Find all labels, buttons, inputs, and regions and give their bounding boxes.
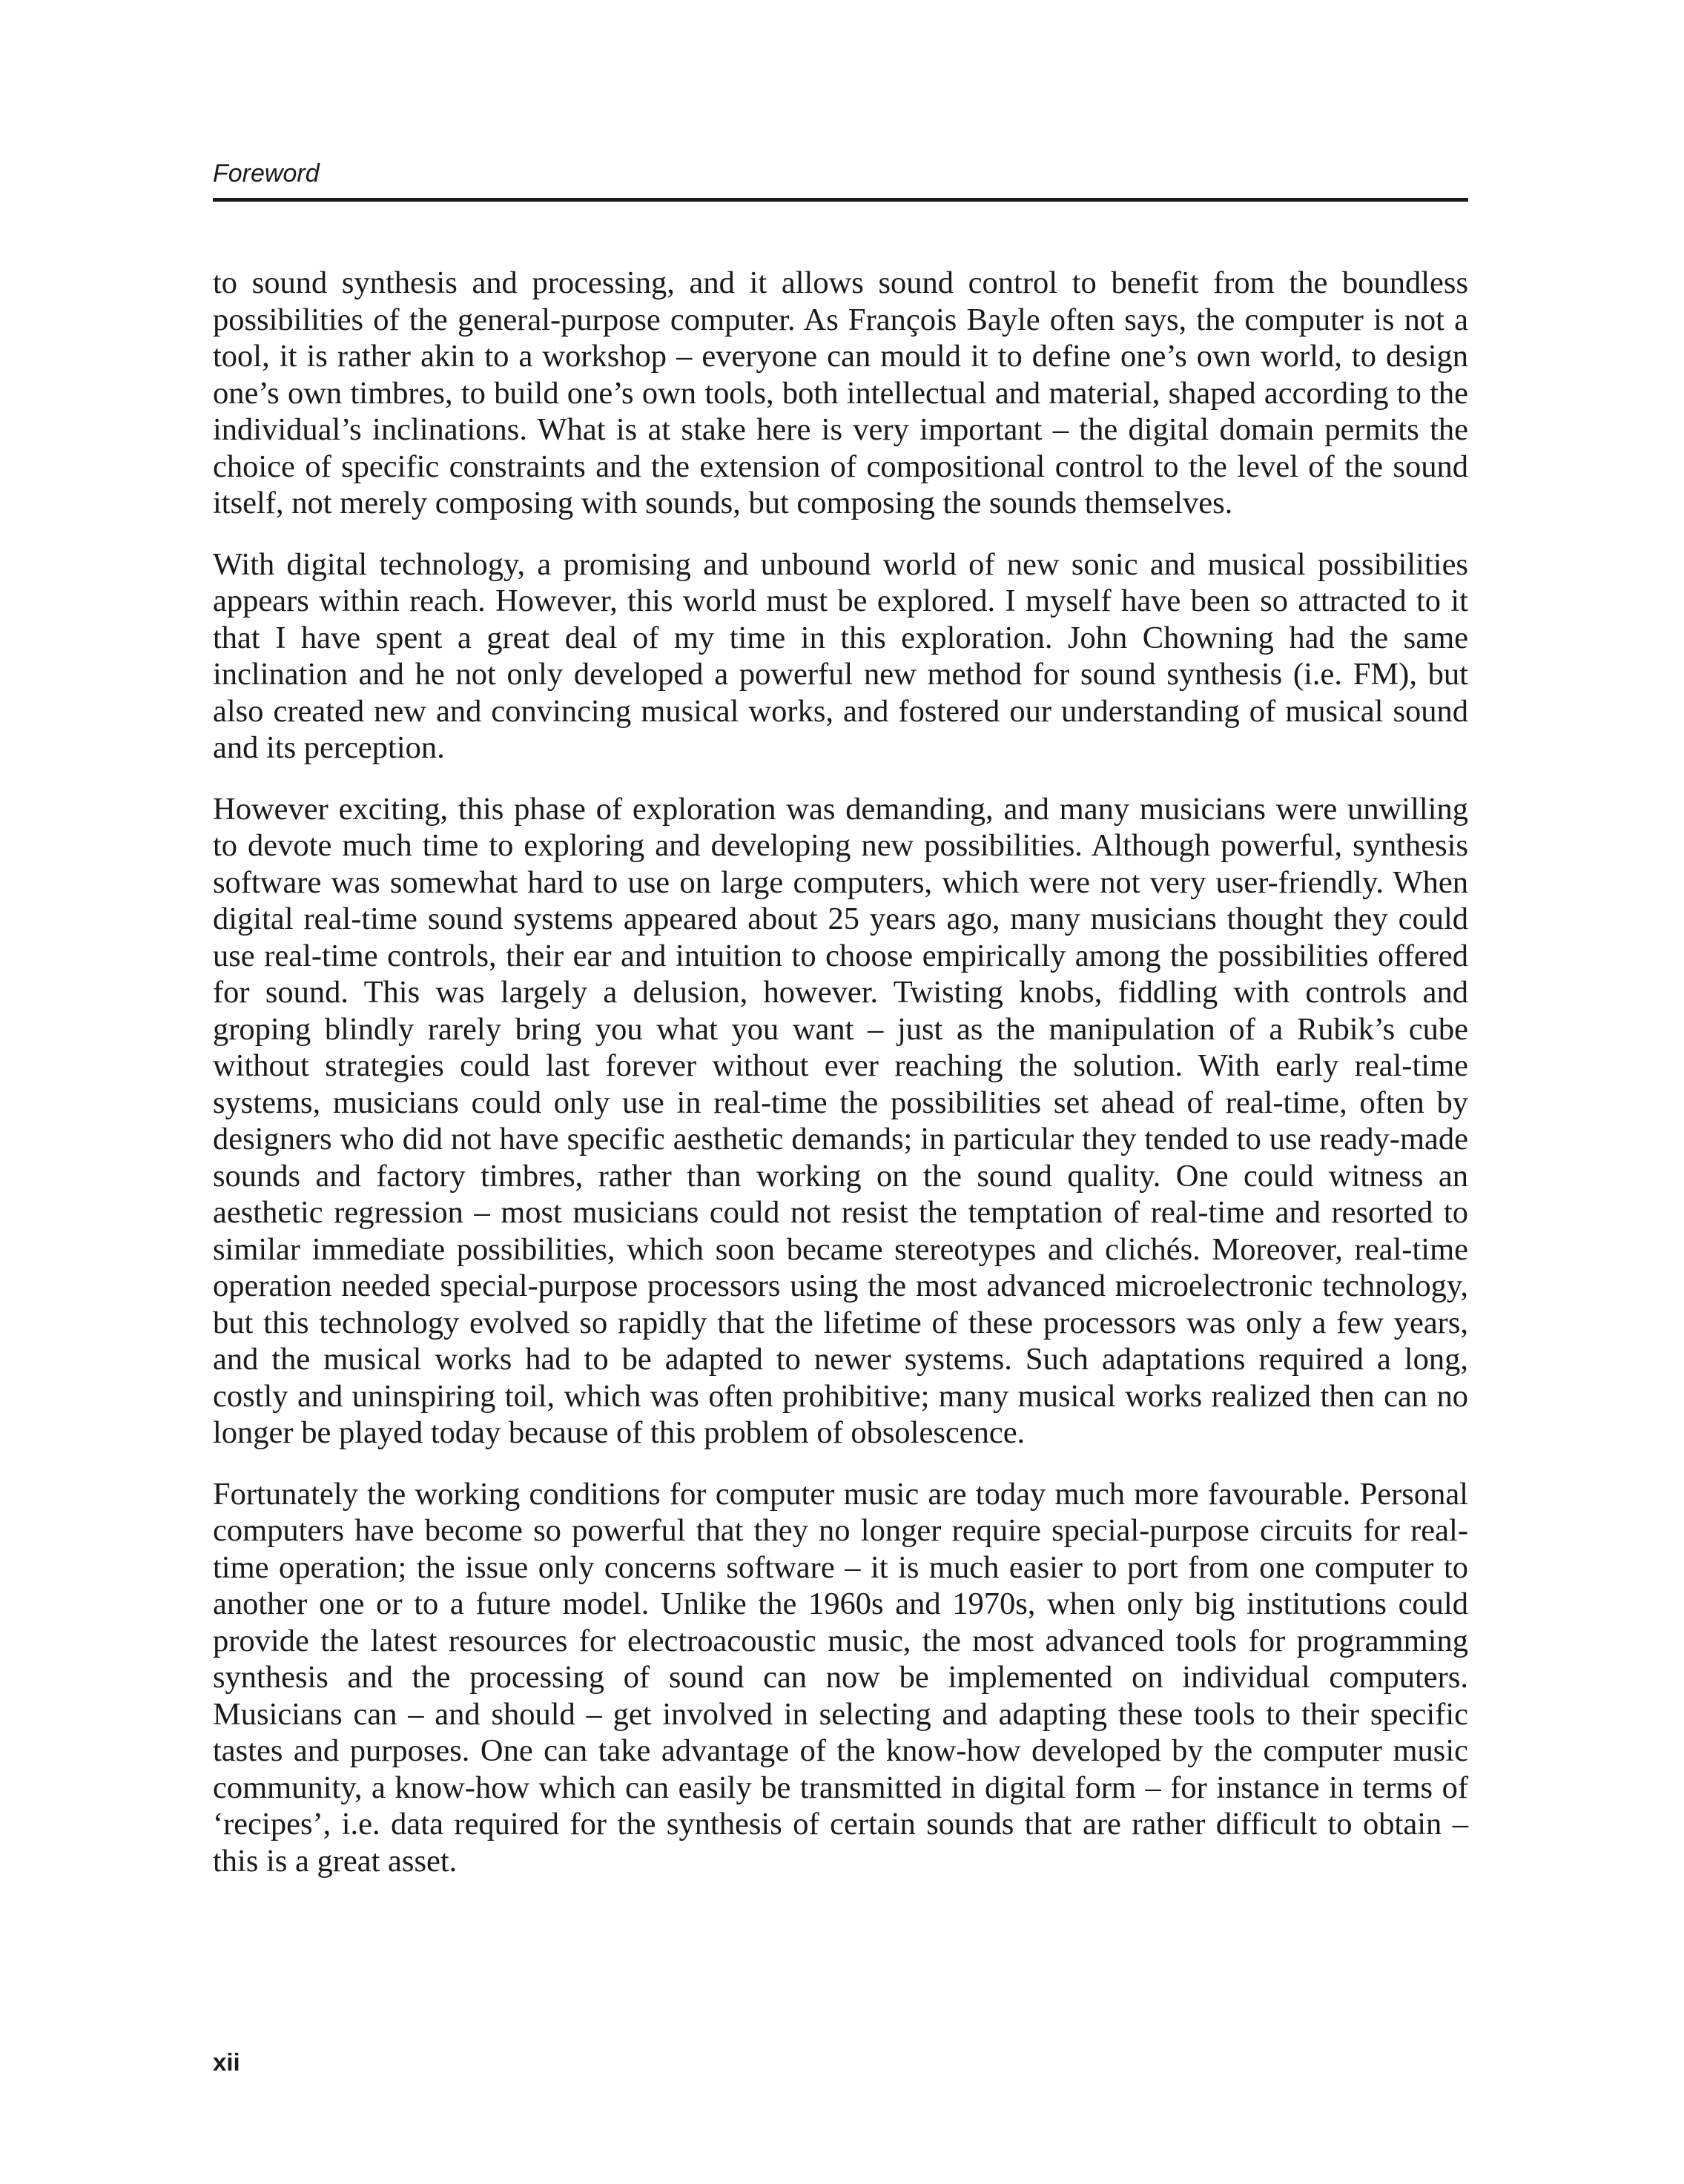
body-text xyxy=(213,265,1468,1904)
header-rule xyxy=(213,198,1468,202)
page-number: xii xyxy=(213,2048,240,2076)
paragraph-2: With digital technology, a promising and unbound world of new sonic and musical possibilities appears within reach. However, this world must be explored. I myself have been so attracted to it that I have spent a great deal of my time in this exploration. John Chowning had the same inclination and he not only developed a powerful new method for sound synthesis (i.e. FM), but also created new and convincing musical works, and fostered our understanding of musical sound and its perception. xyxy=(213,546,1468,765)
running-head: Foreword xyxy=(213,159,320,188)
paragraph-3: However exciting, this phase of exploration was demanding, and many musicians were unwilling to devote much time to exploring and developing new possibilities. Although powerful, synthesis software was somewhat hard to use on large computers, which were not very user-friendly. When digital real-time sound systems appeared about 25 years ago, many musicians thought they could use real-time controls, their ear and intuition to choose empirically among the possibilities offered for sound. This was largely a delusion, however. Twisting knobs, fiddling with controls and groping blindly rarely bring you what you want – just as the manipulation of a Rubik’s cube without strategies could last forever without ever reaching the solution. With early real-time systems, musicians could only use in real-time the possibilities set ahead of real-time, often by designers who did not have specific aesthetic demands; in particular they tended to use ready-made sounds and factory timbres, rather than working on the sound quality. One could witness an aesthetic regression – most musicians could not resist the temptation of real-time and resorted to similar immediate possibilities, which soon became stereotypes and clichés. Moreover, real-time operation needed special-purpose processors using the most advanced microelectronic technology, but this technology evolved so rapidly that the lifetime of these processors was only a few years, and the musical works had to be adapted to newer systems. Such adaptations required a long, costly and uninspiring toil, which was often prohibitive; many musical works realized then can no longer be played today because of this problem of obsolescence. xyxy=(213,791,1468,1450)
paragraph-1: to sound synthesis and processing, and it allows sound control to benefit from the boundless possibilities of the general-purpose computer. As François Bayle often says, the computer is not a tool, it is rather akin to a workshop – everyone can mould it to define one’s own world, to design one’s own timbres, to build one’s own tools, both intellectual and material, shaped according to the individual’s inclinations. What is at stake here is very important – the digital domain permits the choice of specific constraints and the extension of compositional control to the level of the sound itself, not merely composing with sounds, but composing the sounds themselves. xyxy=(213,265,1468,520)
paragraph-4: Fortunately the working conditions for computer music are today much more favourable. Personal computers have become so powerful that they no longer require special-purpose circuits for real-time operation; the issue only concerns software – it is much easier to port from one computer to another one or to a future model. Unlike the 1960s and 1970s, when only big institutions could provide the latest resources for electroacoustic music, the most advanced tools for programming synthesis and the processing of sound can now be implemented on individual computers. Musicians can – and should – get involved in selecting and adapting these tools to their specific tastes and purposes. One can take advantage of the know-how developed by the computer music community, a know-how which can easily be transmitted in digital form – for instance in terms of ‘recipes’, i.e. data required for the synthesis of certain sounds that are rather difficult to obtain – this is a great asset. xyxy=(213,1476,1468,1879)
